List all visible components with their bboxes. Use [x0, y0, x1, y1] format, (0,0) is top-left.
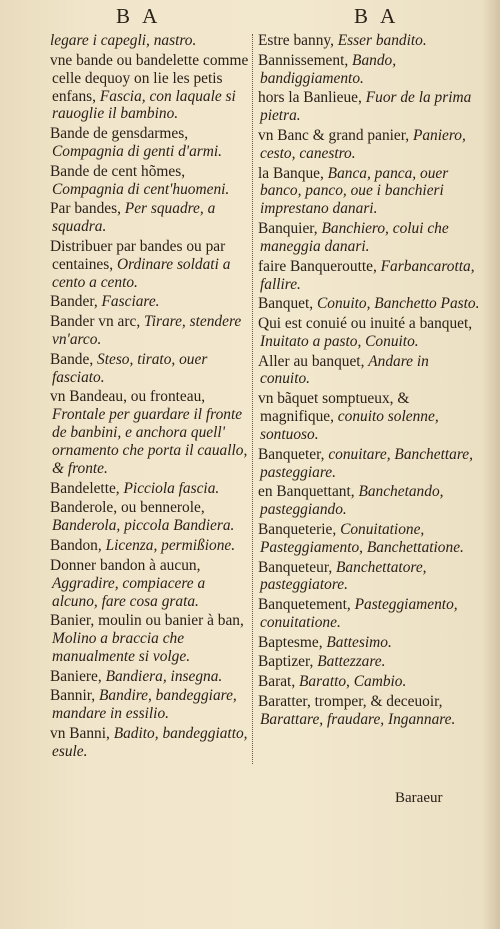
dictionary-entry: Banquier, Banchiero, colui che maneggia danari.: [258, 220, 449, 255]
dictionary-entry: Par bandes, Per squadre, a squadra.: [50, 200, 216, 236]
dictionary-entry: Banquetement, Pasteggiamento, conuitatione.: [258, 596, 458, 632]
right-column: [258, 32, 482, 730]
dictionary-entry: Banderole, ou bennerole, Banderola, piccola Bandiera.: [50, 499, 235, 535]
dictionary-entry: Bande de gensdarmes, Compagnia di genti d'armi.: [50, 125, 223, 161]
dictionary-entry: la Banque, Banca, panca, ouer banco, panco, oue i banchieri imprestano danari.: [258, 164, 449, 218]
dictionary-entry: vne bande ou bandelette comme celle dequoy on lie les petis enfans, Fascia, con laquale si rauoglie il bambino.: [50, 51, 249, 123]
dictionary-entry: Bande de cent hõmes, Compagnia di cent'huomeni.: [50, 162, 230, 198]
dictionary-entry: Bander, Fasciare.: [50, 293, 160, 311]
running-head: [0, 4, 500, 30]
dictionary-entry: Qui est conuié ou inuité a banquet, Inuitato a pasto, Conuito.: [258, 314, 473, 350]
dictionary-entry: vn Banni, Badito, bandeggiatto, esule.: [50, 725, 248, 760]
running-head-left: B A: [116, 4, 162, 28]
column-divider: [252, 34, 254, 764]
dictionary-entry: Bannir, Bandire, bandeggiare, mandare in essilio.: [50, 687, 237, 723]
dictionary-entry: legare i capegli, nastro.: [50, 32, 197, 49]
dictionary-entry: Barat, Baratto, Cambio.: [258, 673, 407, 691]
dictionary-entry: Bannissement, Bando, bandiggiamento.: [258, 51, 397, 87]
dictionary-entry: Bander vn arc, Tirare, stendere vn'arco.: [50, 313, 242, 349]
dictionary-entry: vn bãquet somptueux, & magnifique, conuito solenne, sontuoso.: [258, 390, 439, 443]
dictionary-entry: Banquet, Conuito, Banchetto Pasto.: [258, 295, 480, 313]
dictionary-entry: Baptesme, Battesimo.: [258, 633, 392, 651]
dictionary-entry: vn Banc & grand panier, Paniero, cesto, canestro.: [258, 126, 466, 162]
dictionary-entry: Banqueterie, Conuitatione, Pasteggiamento, Banchettatione.: [258, 520, 464, 556]
dictionary-entry: Bandon, Licenza, permißione.: [50, 537, 236, 555]
dictionary-entry: Banqueteur, Banchettatore, pasteggiatore.: [258, 558, 427, 594]
dictionary-entry: Baniere, Bandiera, insegna.: [50, 667, 223, 685]
dictionary-entry: en Banquettant, Banchetando, pasteggiando.: [258, 483, 444, 519]
left-column: [50, 32, 251, 763]
dictionary-entry: hors la Banlieue, Fuor de la prima pietra.: [258, 89, 472, 125]
dictionary-entry: vn Bandeau, ou fronteau, Frontale per guardare il fronte de banbini, e anchora quell' ornamento che porta il cauallo, & fronte.: [50, 388, 248, 478]
dictionary-entry: faire Banqueroutte, Farbancarotta, fallire.: [258, 257, 475, 293]
running-head-right: B A: [354, 4, 400, 28]
dictionary-entry: Banqueter, conuitare, Banchettare, pasteggiare.: [258, 445, 473, 481]
dictionary-entry: Bande, Steso, tirato, ouer fasciato.: [50, 350, 208, 386]
dictionary-entry: Donner bandon à aucun, Aggradire, compiacere a alcuno, fare cosa grata.: [50, 556, 206, 610]
dictionary-entry: Baptizer, Battezzare.: [258, 653, 386, 671]
dictionary-entry: Baratter, tromper, & deceuoir, Barattare, fraudare, Ingannare.: [258, 692, 456, 728]
dictionary-entry: Estre banny, Esser bandito.: [258, 32, 427, 49]
dictionary-entry: Aller au banquet, Andare in conuito.: [258, 352, 429, 388]
dictionary-entry: Banier, moulin ou banier à ban, Molino a braccia che manualmente si volge.: [50, 612, 244, 666]
dictionary-entry: Distribuer par bandes ou par centaines, Ordinare soldati a cento a cento.: [50, 237, 231, 291]
dictionary-entry: Bandelette, Picciola fascia.: [50, 479, 220, 497]
catchword: Baraeur: [395, 790, 443, 806]
